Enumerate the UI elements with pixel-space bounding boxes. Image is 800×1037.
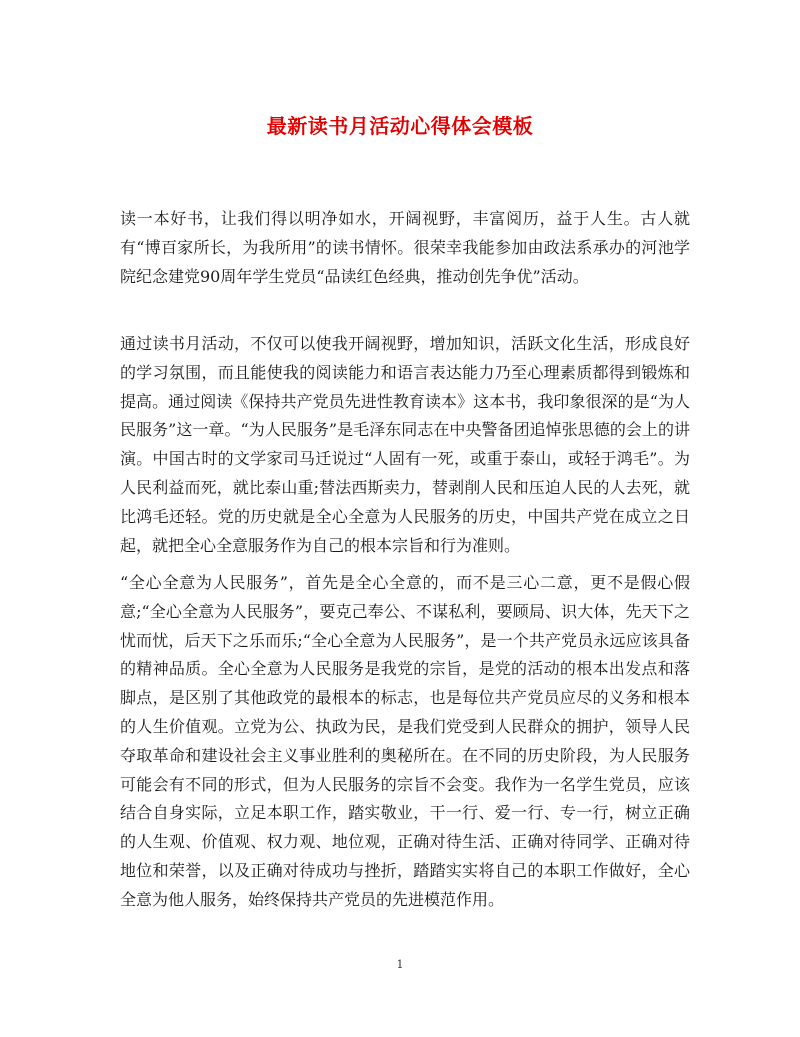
page-number: 1 bbox=[396, 958, 404, 971]
document-title: 最新读书月活动心得体会模板 bbox=[266, 114, 534, 138]
paragraph-reading-month bbox=[120, 330, 690, 560]
paragraph-intro bbox=[120, 205, 690, 291]
paragraph-text: 通过读书月活动，不仅可以使我开阔视野，增加知识，活跃文化生活，形成良好的学习氛围，而且能使我的阅读能力和语言表达能力乃至心理素质都得到锻炼和提高。通过阅读《保持共产党员先进性教育读本》这本书，我印象很深的是“为人民服务”这一章。“为人民服务”是毛泽东同志在中央警备团追悼张思德的会上的讲演。中国古时的文学家司马迁说过“人固有一死，或重于泰山，或轻于鸿毛”。为人民利益而死，就比泰山重;替法西斯卖力，替剥削人民和压迫人民的人去死，就比鸿毛还轻。党的历史就是全心全意为人民服务的历史，中国共产党在成立之日起，就把全心全意服务作为自己的根本宗旨和行为准则。 bbox=[120, 334, 690, 555]
paragraph-text: 读一本好书，让我们得以明净如水，开阔视野，丰富阅历，益于人生。古人就有“博百家所长，为我所用”的读书情怀。很荣幸我能参加由政法系承办的河池学院纪念建党90周年学生党员“品读红色经典，推动创先争优”活动。 bbox=[120, 209, 690, 286]
paragraph-serve-people bbox=[120, 569, 690, 915]
paragraph-text: “全心全意为人民服务”，首先是全心全意的，而不是三心二意，更不是假心假意;“全心全意为人民服务”，要克己奉公、不谋私利，要顾局、识大体，先天下之忧而忧，后天下之乐而乐;“全心全意为人民服务”，是一个共产党员永远应该具备的精神品质。全心全意为人民服务是我党的宗旨，是党的活动的根本出发点和落脚点，是区别了其他政党的最根本的标志，也是每位共产党员应尽的义务和根本的人生价值观。立党为公、执政为民，是我们党受到人民群众的拥护，领导人民夺取革命和建设社会主义事业胜利的奥秘所在。在不同的历史阶段，为人民服务可能会有不同的形式，但为人民服务的宗旨不会变。我作为一名学生党员，应该结合自身实际，立足本职工作，踏实敬业，干一行、爱一行、专一行，树立正确的人生观、价值观、权力观、地位观，正确对待生活、正确对待同学、正确对待地位和荣誉，以及正确对待成功与挫折，踏踏实实将自己的本职工作做好，全心全意为他人服务，始终保持共产党员的先进模范作用。 bbox=[120, 573, 690, 909]
